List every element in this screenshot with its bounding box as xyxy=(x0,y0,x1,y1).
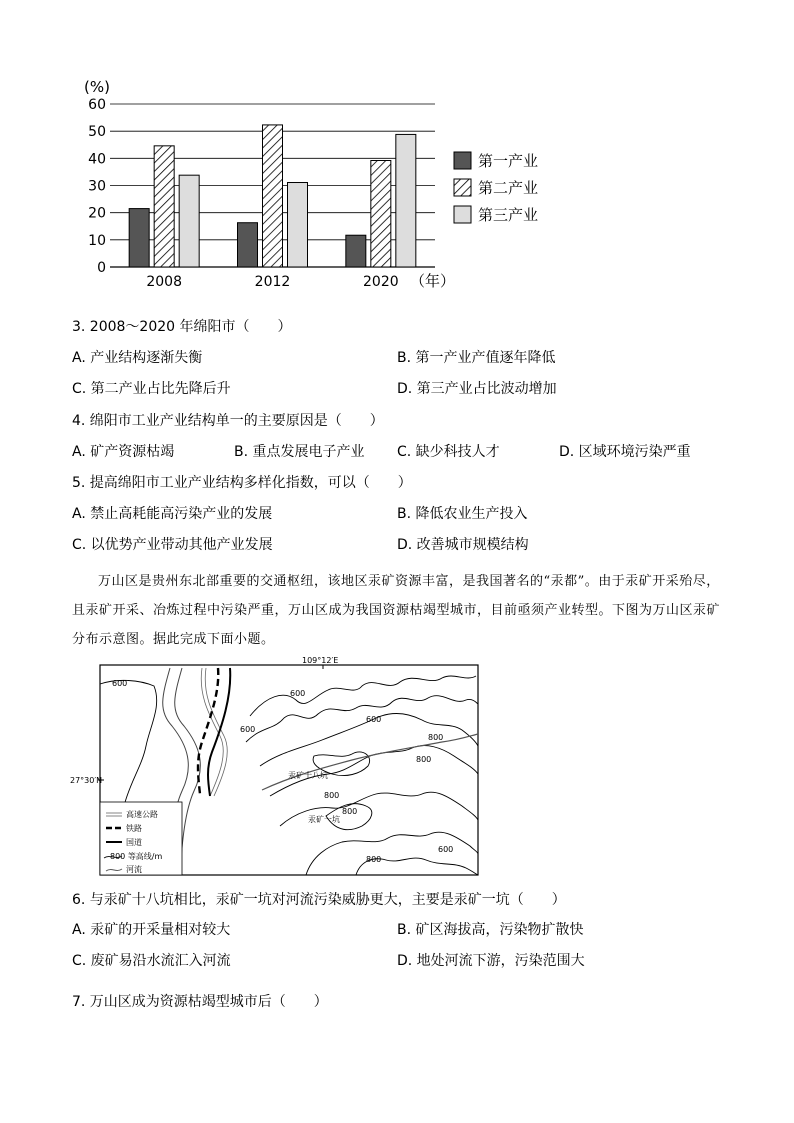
question-3-option-c[interactable]: C. 第二产业占比先降后升 xyxy=(72,381,231,397)
question-5-option-d[interactable]: D. 改善城市规模结构 xyxy=(397,537,529,553)
contour-label: 600 xyxy=(366,715,382,724)
y-tick-label: 0 xyxy=(97,260,106,276)
mercury-mine-map xyxy=(70,656,482,880)
legend-highway: 高速公路 xyxy=(126,810,158,819)
question-4-stem: 4. 绵阳市工业产业结构单一的主要原因是（ ） xyxy=(72,413,384,429)
longitude-label: 109°12′E xyxy=(302,656,339,665)
contour-label: 800 xyxy=(416,755,432,764)
contour-label: 600 xyxy=(240,725,256,734)
question-4-option-a[interactable]: A. 矿产资源枯竭 xyxy=(72,444,175,460)
contour-label: 800 xyxy=(366,855,382,864)
y-tick-label: 50 xyxy=(88,124,106,141)
question-5-option-b[interactable]: B. 降低农业生产投入 xyxy=(397,506,528,522)
x-tick-label: 2012 xyxy=(254,274,291,290)
contour-label: 600 xyxy=(290,689,306,698)
y-tick-label: 60 xyxy=(88,97,106,113)
question-5-option-c[interactable]: C. 以优势产业带动其他产业发展 xyxy=(72,537,273,553)
contour-label: 800 xyxy=(428,733,444,742)
question-4-option-d[interactable]: D. 区域环境污染严重 xyxy=(559,444,691,460)
bar-2012-s3 xyxy=(288,183,308,267)
question-6-option-d[interactable]: D. 地处河流下游，污染范围大 xyxy=(397,953,585,969)
legend-river: 河流 xyxy=(126,865,142,874)
bar-2020-s1 xyxy=(346,235,366,267)
bar-2020-s2 xyxy=(371,161,391,267)
y-axis-unit: (%) xyxy=(84,78,110,96)
bar-2012-s1 xyxy=(238,223,258,267)
bar-2020-s3 xyxy=(396,134,416,267)
contour-label: 600 xyxy=(112,679,128,688)
bar-chart xyxy=(60,70,580,305)
contour-label: 800 xyxy=(342,807,358,816)
question-5-option-a[interactable]: A. 禁止高耗能高污染产业的发展 xyxy=(72,506,273,522)
question-5-stem: 5. 提高绵阳市工业产业结构多样化指数，可以（ ） xyxy=(72,475,412,491)
question-3-option-d[interactable]: D. 第三产业占比波动增加 xyxy=(397,381,557,397)
mine-site-18: 汞矿十八坑 xyxy=(288,771,328,780)
legend-label: 第一产业 xyxy=(478,152,539,170)
bar-2012-s2 xyxy=(263,125,283,267)
legend-label: 第二产业 xyxy=(478,179,539,197)
x-tick-label: 2020 xyxy=(363,274,399,290)
y-tick-label: 30 xyxy=(88,178,106,195)
question-6-option-a[interactable]: A. 汞矿的开采量相对较大 xyxy=(72,922,231,938)
question-3-option-a[interactable]: A. 产业结构逐渐失衡 xyxy=(72,350,203,366)
x-tick-label: 2008 xyxy=(146,274,182,290)
bar-2008-s1 xyxy=(129,209,149,267)
contour-label: 800 xyxy=(324,791,340,800)
legend-contour: 800 等高线/m xyxy=(110,852,163,861)
question-7-stem: 7. 万山区成为资源枯竭型城市后（ ） xyxy=(72,994,328,1010)
latitude-label: 27°30′N xyxy=(70,776,103,785)
reading-passage: 万山区是贵州东北部重要的交通枢纽，该地区汞矿资源丰富，是我国著名的“汞都”。由于汞矿开采殆尽，且汞矿开采、冶炼过程中污染严重，万山区成为我国资源枯竭型城市，目前亟须产业转型。下图为万山区汞矿分布示意图。据此完成下面小题。 xyxy=(72,574,721,647)
x-axis-unit: （年） xyxy=(410,272,456,290)
legend-railway: 铁路 xyxy=(126,824,142,833)
question-3-option-b[interactable]: B. 第一产业产值逐年降低 xyxy=(397,350,556,366)
legend-swatch xyxy=(454,206,471,223)
legend-national-road: 国道 xyxy=(126,838,142,847)
legend-swatch xyxy=(454,152,471,169)
y-tick-label: 20 xyxy=(88,205,106,222)
question-6-option-c[interactable]: C. 废矿易沿水流汇入河流 xyxy=(72,953,231,969)
legend-swatch xyxy=(454,179,471,196)
question-4-option-b[interactable]: B. 重点发展电子产业 xyxy=(234,444,365,460)
question-6-option-b[interactable]: B. 矿区海拔高，污染物扩散快 xyxy=(397,922,584,938)
question-6-stem: 6. 与汞矿十八坑相比，汞矿一坑对河流污染威胁更大，主要是汞矿一坑（ ） xyxy=(72,892,566,908)
question-3-stem: 3. 2008～2020 年绵阳市（ ） xyxy=(72,319,292,335)
bar-2008-s2 xyxy=(154,146,174,267)
y-tick-label: 10 xyxy=(88,232,106,249)
mine-site-1: 汞矿一坑 xyxy=(308,815,340,824)
question-4-option-c[interactable]: C. 缺少科技人才 xyxy=(397,444,500,460)
legend-label: 第三产业 xyxy=(478,206,539,224)
y-tick-label: 40 xyxy=(88,151,106,168)
bar-2008-s3 xyxy=(179,175,199,267)
contour-label: 600 xyxy=(438,845,454,854)
